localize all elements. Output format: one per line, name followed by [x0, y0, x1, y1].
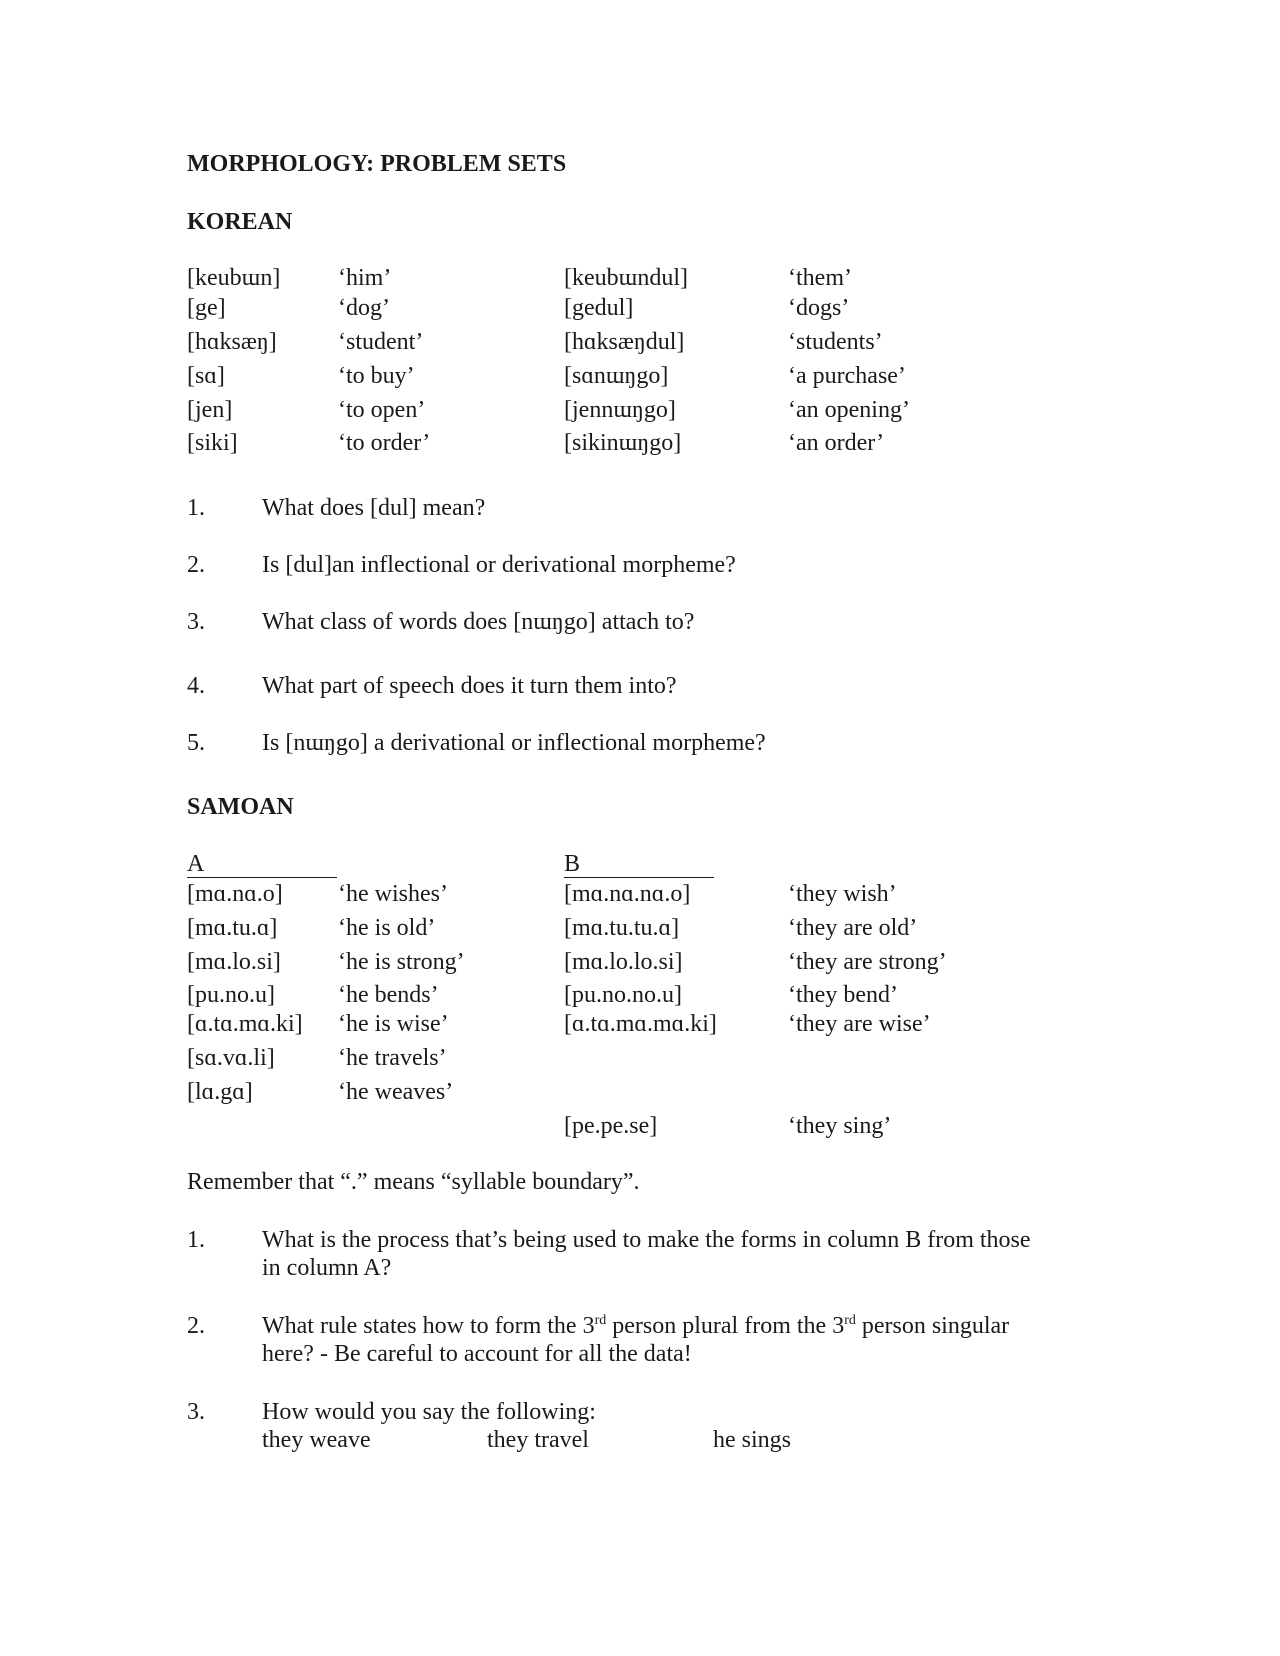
samoan-q2-text-part-1: What rule states how to form the 3	[262, 1313, 595, 1339]
samoan-row-3-b-gloss: ‘they are strong’	[788, 949, 947, 975]
korean-q5-text: Is [nɯŋgo] a derivational or inflectional morpheme?	[262, 730, 766, 756]
korean-row-5-derived: [jennɯŋgo]	[564, 397, 676, 423]
korean-heading: KOREAN	[187, 209, 293, 235]
samoan-row-1-a-gloss: ‘he wishes’	[338, 881, 448, 907]
ordinal-superscript: rd	[844, 1313, 856, 1328]
samoan-q1-line-1: What is the process that’s being used to make the forms in column B from those	[262, 1227, 1031, 1253]
samoan-row-5-b-gloss: ‘they are wise’	[788, 1011, 931, 1037]
korean-q3-number: 3.	[187, 609, 205, 635]
samoan-q3-number: 3.	[187, 1399, 205, 1425]
samoan-q2-text-part-3: person singular	[855, 1313, 1010, 1339]
korean-row-1-singular-gloss: ‘him’	[338, 265, 392, 291]
samoan-row-7-a: [lɑ.gɑ]	[187, 1079, 253, 1105]
korean-row-2-derived: [gedul]	[564, 295, 634, 321]
korean-row-4-derived: [sɑnɯŋgo]	[564, 363, 669, 389]
korean-row-2-singular: [ge]	[187, 295, 226, 321]
samoan-row-8-b-gloss: ‘they sing’	[788, 1113, 892, 1139]
korean-row-3-singular-gloss: ‘student’	[338, 329, 424, 355]
korean-row-1-derived: [keubɯndul]	[564, 265, 688, 291]
samoan-row-8-b: [pe.pe.se]	[564, 1113, 658, 1139]
samoan-row-4-a: [pu.no.u]	[187, 982, 275, 1008]
korean-row-4-derived-gloss: ‘a purchase’	[788, 363, 906, 389]
samoan-row-1-b: [mɑ.nɑ.nɑ.o]	[564, 881, 691, 907]
samoan-q3-line-1: How would you say the following:	[262, 1399, 596, 1425]
korean-q2-number: 2.	[187, 552, 205, 578]
korean-row-5-singular-gloss: ‘to open’	[338, 397, 426, 423]
korean-row-6-singular: [siki]	[187, 430, 238, 456]
ordinal-superscript: rd	[594, 1313, 607, 1328]
samoan-row-3-b: [mɑ.lo.lo.si]	[564, 949, 683, 975]
samoan-row-4-b-gloss: ‘they bend’	[788, 982, 898, 1008]
samoan-q2-text-part-2: person plural from the 3	[606, 1313, 845, 1339]
korean-row-4-singular: [sɑ]	[187, 363, 225, 389]
korean-q3-text: What class of words does [nɯŋgo] attach to?	[262, 609, 695, 635]
samoan-row-5-a-gloss: ‘he is wise’	[338, 1011, 449, 1037]
korean-row-5-derived-gloss: ‘an opening’	[788, 397, 910, 423]
korean-row-1-derived-gloss: ‘them’	[788, 265, 852, 291]
samoan-q3-item-1: they weave	[262, 1427, 371, 1453]
samoan-row-2-b-gloss: ‘they are old’	[788, 915, 918, 941]
samoan-row-6-a-gloss: ‘he travels’	[338, 1045, 447, 1071]
column-b-header: B	[564, 852, 714, 878]
korean-q4-number: 4.	[187, 673, 205, 699]
korean-row-3-derived: [hɑksæŋdul]	[564, 329, 685, 355]
korean-row-2-derived-gloss: ‘dogs’	[788, 295, 850, 321]
samoan-q1-line-2: in column A?	[262, 1255, 392, 1281]
samoan-row-6-a: [sɑ.vɑ.li]	[187, 1045, 275, 1071]
samoan-q2-line-1	[262, 1314, 1009, 1338]
korean-q2-text: Is [dul]an inflectional or derivational morpheme?	[262, 552, 736, 578]
samoan-q3-item-3: he sings	[713, 1427, 791, 1453]
samoan-q2-line-2: here? - Be careful to account for all the data!	[262, 1341, 692, 1367]
korean-row-3-derived-gloss: ‘students’	[788, 329, 883, 355]
korean-row-2-singular-gloss: ‘dog’	[338, 295, 390, 321]
samoan-row-1-a: [mɑ.nɑ.o]	[187, 881, 283, 907]
samoan-q1-number: 1.	[187, 1227, 205, 1253]
syllable-note: Remember that “.” means “syllable boundary”.	[187, 1169, 640, 1195]
samoan-row-5-a: [ɑ.tɑ.mɑ.ki]	[187, 1011, 303, 1037]
korean-row-1-singular: [keubɯn]	[187, 265, 281, 291]
samoan-q2-number: 2.	[187, 1313, 205, 1339]
samoan-q3-item-2: they travel	[487, 1427, 589, 1453]
korean-row-6-singular-gloss: ‘to order’	[338, 430, 431, 456]
samoan-row-3-a: [mɑ.lo.si]	[187, 949, 281, 975]
samoan-row-7-a-gloss: ‘he weaves’	[338, 1079, 454, 1105]
samoan-row-5-b: [ɑ.tɑ.mɑ.mɑ.ki]	[564, 1011, 717, 1037]
korean-q5-number: 5.	[187, 730, 205, 756]
korean-row-6-derived-gloss: ‘an order’	[788, 430, 885, 456]
samoan-row-1-b-gloss: ‘they wish’	[788, 881, 897, 907]
korean-q1-text: What does [dul] mean?	[262, 495, 486, 521]
samoan-row-4-a-gloss: ‘he bends’	[338, 982, 439, 1008]
korean-q4-text: What part of speech does it turn them into?	[262, 673, 677, 699]
korean-row-4-singular-gloss: ‘to buy’	[338, 363, 415, 389]
samoan-row-3-a-gloss: ‘he is strong’	[338, 949, 465, 975]
korean-q1-number: 1.	[187, 495, 205, 521]
korean-row-6-derived: [sikinɯŋgo]	[564, 430, 682, 456]
column-a-header: A	[187, 852, 337, 878]
samoan-heading: SAMOAN	[187, 794, 294, 820]
korean-row-3-singular: [hɑksæŋ]	[187, 329, 277, 355]
samoan-row-2-b: [mɑ.tu.tu.ɑ]	[564, 915, 680, 941]
samoan-row-2-a-gloss: ‘he is old’	[338, 915, 436, 941]
samoan-row-2-a: [mɑ.tu.ɑ]	[187, 915, 278, 941]
page-title: MORPHOLOGY: PROBLEM SETS	[187, 151, 567, 177]
samoan-row-4-b: [pu.no.no.u]	[564, 982, 682, 1008]
korean-row-5-singular: [jen]	[187, 397, 233, 423]
